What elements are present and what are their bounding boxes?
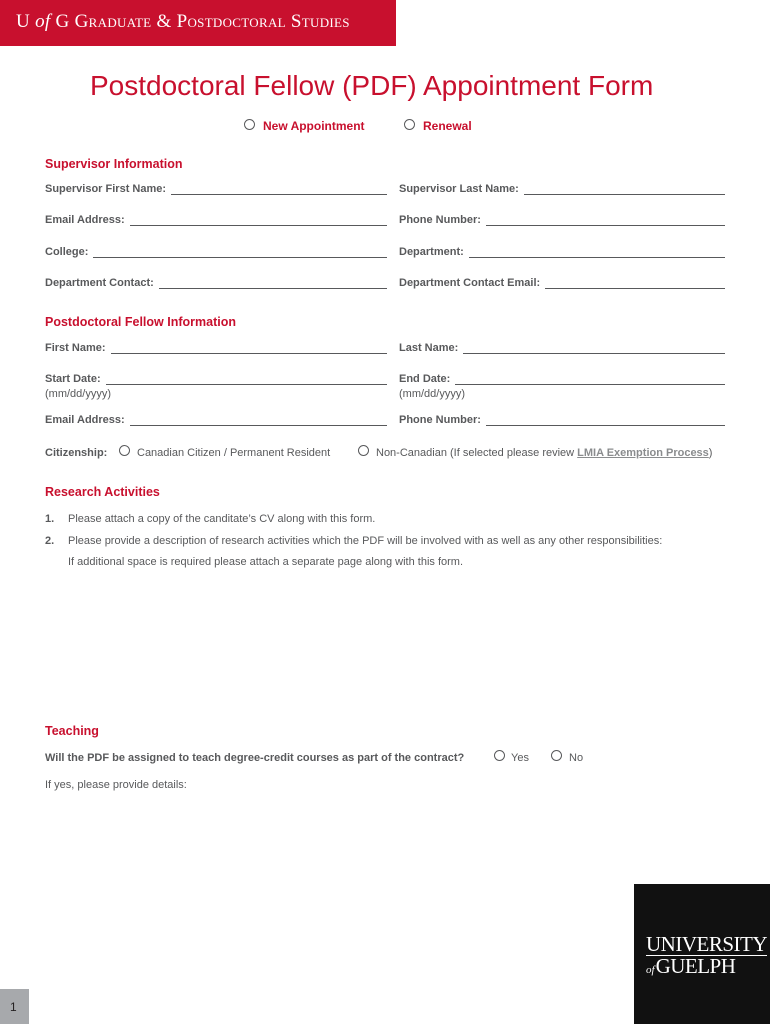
pdf-email-label: Email Address: xyxy=(45,414,125,426)
teaching-yes-radio[interactable] xyxy=(494,750,505,761)
research-item1-text: Please attach a copy of the canditate’s CV along with this form. xyxy=(68,513,376,525)
canadian-citizen-radio[interactable] xyxy=(119,445,130,456)
start-date-input[interactable] xyxy=(106,372,387,385)
university-logo xyxy=(646,934,767,977)
pdf-info-heading: Postdoctoral Fellow Information xyxy=(45,315,236,329)
supervisor-first-name-label: Supervisor First Name: xyxy=(45,183,167,195)
supervisor-email-label: Email Address: xyxy=(45,214,125,226)
logo-guelph: GUELPH xyxy=(655,954,736,978)
non-canadian-close: ) xyxy=(708,447,713,459)
end-date-field xyxy=(399,372,725,385)
supervisor-email-field xyxy=(45,213,387,226)
non-canadian-text: Non-Canadian (If selected please review xyxy=(376,447,578,459)
end-date-format-hint: (mm/dd/yyyy) xyxy=(399,388,465,400)
new-appointment-label: New Appointment xyxy=(263,119,365,133)
college-input[interactable] xyxy=(93,245,387,258)
research-heading: Research Activities xyxy=(45,485,160,499)
banner-subtitle: Graduate & Postdoctoral Studies xyxy=(74,11,350,32)
department-contact-email-label: Department Contact Email: xyxy=(399,277,541,289)
lmia-exemption-link[interactable]: LMIA Exemption Process xyxy=(577,447,709,459)
pdf-phone-input[interactable] xyxy=(486,413,725,426)
page-number: 1 xyxy=(10,1000,17,1014)
start-date-label: Start Date: xyxy=(45,373,101,385)
college-label: College: xyxy=(45,246,89,258)
teaching-question: Will the PDF be assigned to teach degree-credit courses as part of the contract? xyxy=(45,752,465,764)
banner-of: of xyxy=(35,11,51,32)
department-contact-field xyxy=(45,276,387,289)
teaching-details-area[interactable] xyxy=(45,798,605,878)
banner-title xyxy=(16,11,350,33)
pdf-email-input[interactable] xyxy=(130,413,387,426)
renewal-radio[interactable] xyxy=(404,119,415,130)
teaching-no-radio[interactable] xyxy=(551,750,562,761)
canadian-citizen-label: Canadian Citizen / Permanent Resident xyxy=(137,447,331,459)
research-description-area[interactable] xyxy=(45,575,725,710)
supervisor-last-name-label: Supervisor Last Name: xyxy=(399,183,519,195)
form-title: Postdoctoral Fellow (PDF) Appointment Form xyxy=(90,70,654,101)
start-date-format-hint: (mm/dd/yyyy) xyxy=(45,388,111,400)
pdf-phone-label: Phone Number: xyxy=(399,414,481,426)
teaching-yes-label: Yes xyxy=(511,752,529,764)
supervisor-first-name-input[interactable] xyxy=(171,182,387,195)
research-item2-text: Please provide a description of research activities which the PDF will be involved with as well as any other responsibilities: xyxy=(68,535,663,547)
logo-of: of xyxy=(646,964,655,976)
renewal-label: Renewal xyxy=(423,119,472,133)
department-contact-input[interactable] xyxy=(159,276,387,289)
pdf-last-name-field xyxy=(399,341,725,354)
end-date-label: End Date: xyxy=(399,373,451,385)
teaching-heading: Teaching xyxy=(45,724,99,738)
logo-university: UNIVERSITY xyxy=(646,932,767,956)
department-field xyxy=(399,245,725,258)
pdf-first-name-field xyxy=(45,341,387,354)
pdf-last-name-input[interactable] xyxy=(463,341,725,354)
pdf-last-name-label: Last Name: xyxy=(399,342,459,354)
college-field xyxy=(45,245,387,258)
pdf-first-name-label: First Name: xyxy=(45,342,106,354)
research-item1-number: 1. xyxy=(45,513,55,525)
supervisor-first-name-field xyxy=(45,182,387,195)
supervisor-last-name-input[interactable] xyxy=(524,182,725,195)
citizenship-label: Citizenship: xyxy=(45,447,108,459)
new-appointment-radio[interactable] xyxy=(244,119,255,130)
supervisor-last-name-field xyxy=(399,182,725,195)
department-contact-label: Department Contact: xyxy=(45,277,154,289)
banner-u: U xyxy=(16,11,31,32)
supervisor-phone-field xyxy=(399,213,725,226)
supervisor-heading: Supervisor Information xyxy=(45,157,183,171)
supervisor-email-input[interactable] xyxy=(130,213,387,226)
department-contact-email-field xyxy=(399,276,725,289)
supervisor-phone-input[interactable] xyxy=(486,213,725,226)
department-label: Department: xyxy=(399,246,464,258)
supervisor-phone-label: Phone Number: xyxy=(399,214,481,226)
pdf-phone-field xyxy=(399,413,725,426)
non-canadian-label xyxy=(376,447,712,459)
department-input[interactable] xyxy=(469,245,725,258)
non-canadian-radio[interactable] xyxy=(358,445,369,456)
teaching-no-label: No xyxy=(569,752,584,764)
research-item2-number: 2. xyxy=(45,535,55,547)
banner-g: G xyxy=(55,11,70,32)
teaching-details-prompt: If yes, please provide details: xyxy=(45,779,187,791)
research-item2-note: If additional space is required please attach a separate page along with this form. xyxy=(68,556,464,568)
pdf-email-field xyxy=(45,413,387,426)
start-date-field xyxy=(45,372,387,385)
page-number-tab xyxy=(0,989,29,1024)
end-date-input[interactable] xyxy=(455,372,725,385)
department-contact-email-input[interactable] xyxy=(545,276,725,289)
pdf-first-name-input[interactable] xyxy=(111,341,387,354)
